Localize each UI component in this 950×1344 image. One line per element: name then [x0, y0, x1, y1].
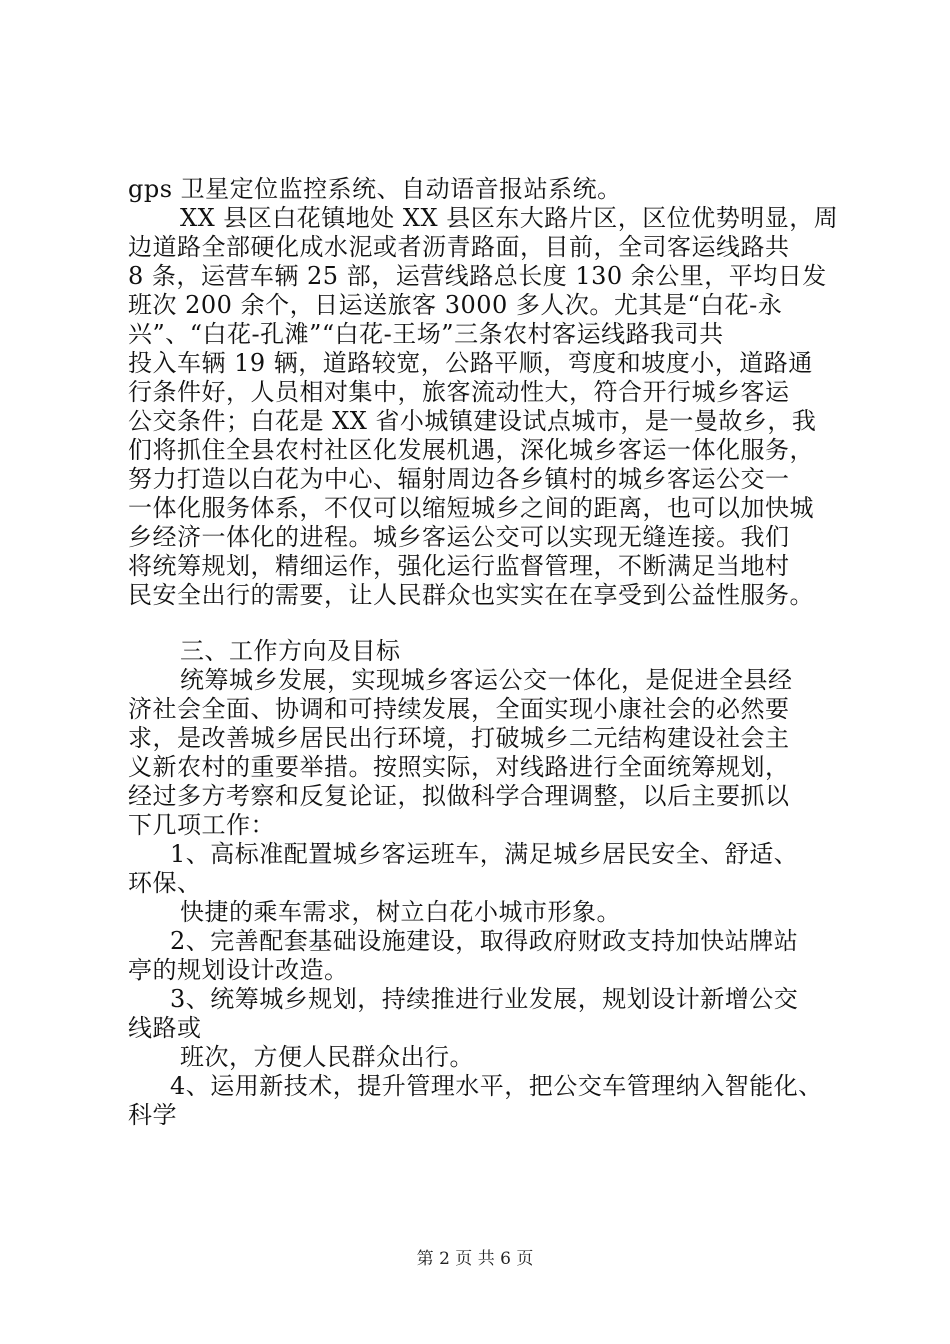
text-line: 统筹城乡发展，实现城乡客运公交一体化，是促进全县经 — [180, 666, 793, 694]
text-line: 线路或 — [128, 1014, 202, 1042]
text-line: 济社会全面、协调和可持续发展，全面实现小康社会的必然要 — [128, 695, 790, 723]
text-line: 班次 200 余个，日运送旅客 3000 多人次。尤其是“白花-永 — [128, 291, 783, 319]
text-line: 快捷的乘车需求，树立白花小城市形象。 — [180, 898, 621, 926]
list-item-4: 4、运用新技术，提升管理水平，把公交车管理纳入智能化、 — [170, 1072, 823, 1100]
page-footer: 第 2 页 共 6 页 — [416, 1249, 534, 1269]
list-item-1: 1、高标准配置城乡客运班车，满足城乡居民安全、舒适、 — [170, 840, 799, 868]
text-line: 经过多方考察和反复论证，拟做科学合理调整，以后主要抓以 — [128, 782, 790, 810]
text-line: 行条件好，人员相对集中，旅客流动性大，符合开行城乡客运 — [128, 378, 790, 406]
text-line: 科学 — [128, 1101, 177, 1129]
list-item-3: 3、统筹城乡规划，持续推进行业发展，规划设计新增公交 — [170, 985, 799, 1013]
text-line: 兴”、“白花-孔滩”“白花-王场”三条农村客运线路我司共 — [128, 320, 724, 348]
text-line: gps 卫星定位监控系统、自动语音报站系统。 — [128, 175, 622, 203]
text-line: 亭的规划设计改造。 — [128, 956, 349, 984]
text-line: 环保、 — [128, 869, 202, 897]
text-line: 投入车辆 19 辆，道路较宽，公路平顺，弯度和坡度小，道路通 — [128, 349, 813, 377]
text-line: XX 县区白花镇地处 XX 县区东大路片区，区位优势明显，周 — [180, 204, 839, 232]
section-heading: 三、工作方向及目标 — [180, 637, 401, 665]
text-line: 公交条件；白花是 XX 省小城镇建设试点城市，是一曼故乡，我 — [128, 407, 817, 435]
text-line: 将统筹规划，精细运作，强化运行监督管理，不断满足当地村 — [128, 552, 790, 580]
text-line: 班次，方便人民群众出行。 — [180, 1043, 474, 1071]
text-line: 民安全出行的需要，让人民群众也实实在在享受到公益性服务。 — [128, 581, 814, 609]
text-line: 8 条，运营车辆 25 部，运营线路总长度 130 余公里，平均日发 — [128, 262, 827, 290]
text-line: 边道路全部硬化成水泥或者沥青路面，目前，全司客运线路共 — [128, 233, 790, 261]
text-line: 义新农村的重要举措。按照实际，对线路进行全面统筹规划， — [128, 753, 790, 781]
list-item-2: 2、完善配套基础设施建设，取得政府财政支持加快站牌站 — [170, 927, 799, 955]
text-line: 下几项工作： — [128, 811, 275, 839]
text-line: 乡经济一体化的进程。城乡客运公交可以实现无缝连接。我们 — [128, 523, 790, 551]
text-line: 们将抓住全县农村社区化发展机遇，深化城乡客运一体化服务， — [128, 436, 814, 464]
text-line: 努力打造以白花为中心、辐射周边各乡镇村的城乡客运公交一 — [128, 465, 790, 493]
text-line: 求，是改善城乡居民出行环境，打破城乡二元结构建设社会主 — [128, 724, 790, 752]
text-line: 一体化服务体系，不仅可以缩短城乡之间的距离，也可以加快城 — [128, 494, 814, 522]
